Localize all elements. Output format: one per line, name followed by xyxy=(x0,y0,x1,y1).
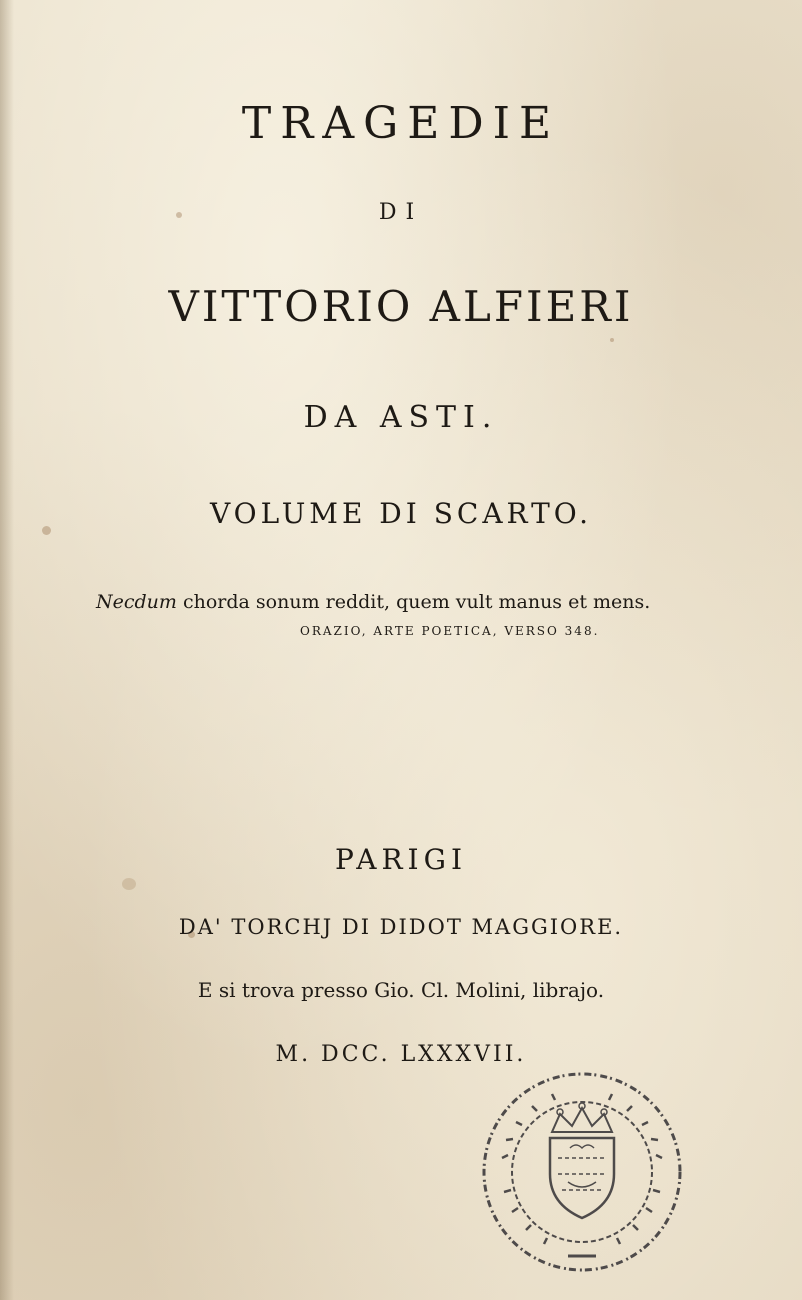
epigraph-text: chorda sonum reddit, quem vult manus et mens. xyxy=(176,591,651,613)
foxing-spot xyxy=(610,338,614,342)
author-origin: DA ASTI. xyxy=(303,400,499,435)
imprint-seller: E si trova presso Gio. Cl. Molini, librajo. xyxy=(197,978,605,1002)
imprint-place: PARIGI xyxy=(334,843,468,876)
imprint-date: M. DCC. LXXXVII. xyxy=(275,1042,527,1067)
title-connector: DI xyxy=(378,200,424,225)
author-name: VITTORIO ALFIERI xyxy=(168,282,634,331)
volume-title: VOLUME DI SCARTO. xyxy=(209,497,593,530)
foxing-spot xyxy=(122,878,136,890)
epigraph-source: ORAZIO, ARTE POETICA, VERSO 348. xyxy=(300,624,600,638)
imprint-printer: DA' TORCHJ DI DIDOT MAGGIORE. xyxy=(178,915,624,939)
epigraph xyxy=(96,591,656,613)
library-stamp xyxy=(472,1062,692,1282)
epigraph-italic: Necdum xyxy=(96,591,177,613)
page-edge-shadow xyxy=(0,0,14,1300)
book-title: TRAGEDIE xyxy=(241,98,561,149)
